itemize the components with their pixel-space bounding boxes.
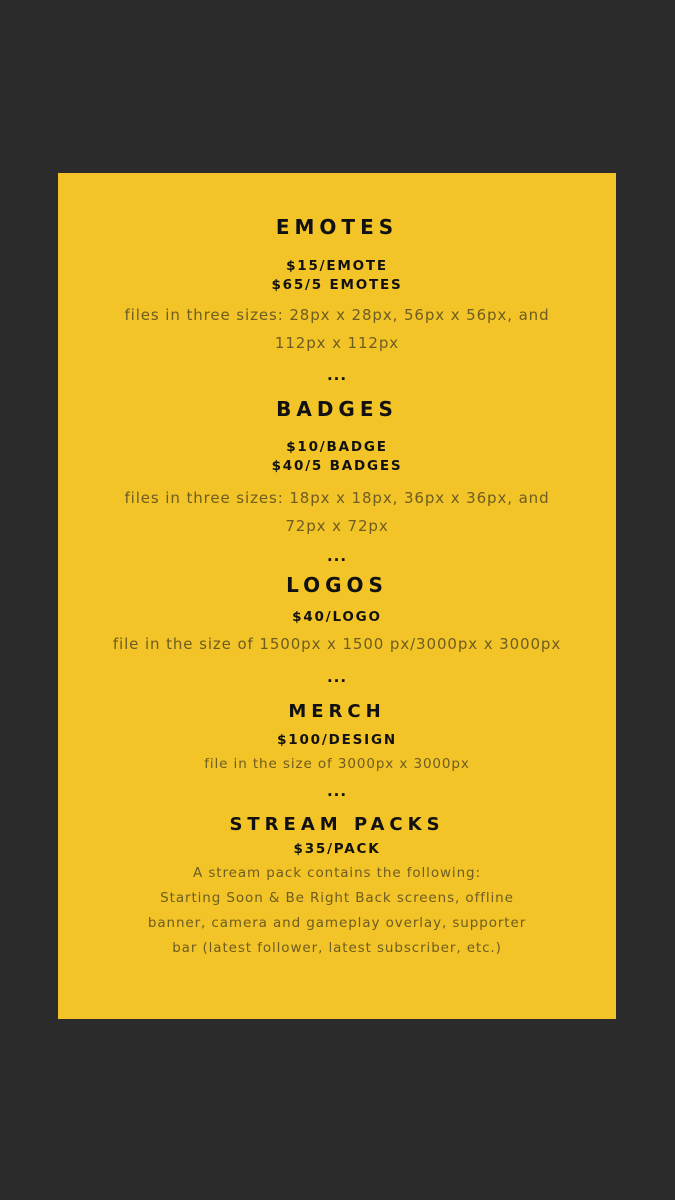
merch-description: file in the size of 3000px x 3000px xyxy=(204,756,470,772)
logos-description: file in the size of 1500px x 1500 px/3000px x 3000px xyxy=(112,635,562,653)
merch-price: $100/DESIGN xyxy=(277,732,397,748)
emotes-description-line-2: 112px x 112px xyxy=(274,334,400,352)
badges-price-bundle: $40/5 BADGES xyxy=(271,458,403,474)
emotes-price-single: $15/EMOTE xyxy=(286,258,388,274)
merch-heading: MERCH xyxy=(288,701,386,722)
stream-packs-description-line-3: banner, camera and gameplay overlay, supporter xyxy=(147,915,527,931)
stream-packs-description-line-1: A stream pack contains the following: xyxy=(193,865,481,881)
badges-description-line-1: files in three sizes: 18px x 18px, 36px x 36px, and xyxy=(124,489,550,507)
badges-heading: BADGES xyxy=(276,397,398,421)
logos-price: $40/LOGO xyxy=(292,609,382,625)
badges-description-line-2: 72px x 72px xyxy=(285,517,389,535)
logos-heading: LOGOS xyxy=(286,573,388,597)
separator: ... xyxy=(326,782,348,800)
separator: ... xyxy=(326,547,348,565)
separator: ... xyxy=(326,668,348,686)
pricing-card xyxy=(58,173,616,1019)
badges-price-single: $10/BADGE xyxy=(286,439,388,455)
stream-packs-heading: STREAM PACKS xyxy=(229,814,445,835)
stream-packs-price: $35/PACK xyxy=(293,841,381,857)
stream-packs-description-line-2: Starting Soon & Be Right Back screens, offline xyxy=(160,890,514,906)
emotes-price-bundle: $65/5 EMOTES xyxy=(271,277,403,293)
emotes-heading: EMOTES xyxy=(275,215,399,239)
emotes-description-line-1: files in three sizes: 28px x 28px, 56px x 56px, and xyxy=(124,306,550,324)
separator: ... xyxy=(326,366,348,384)
stream-packs-description-line-4: bar (latest follower, latest subscriber, etc.) xyxy=(172,940,502,956)
